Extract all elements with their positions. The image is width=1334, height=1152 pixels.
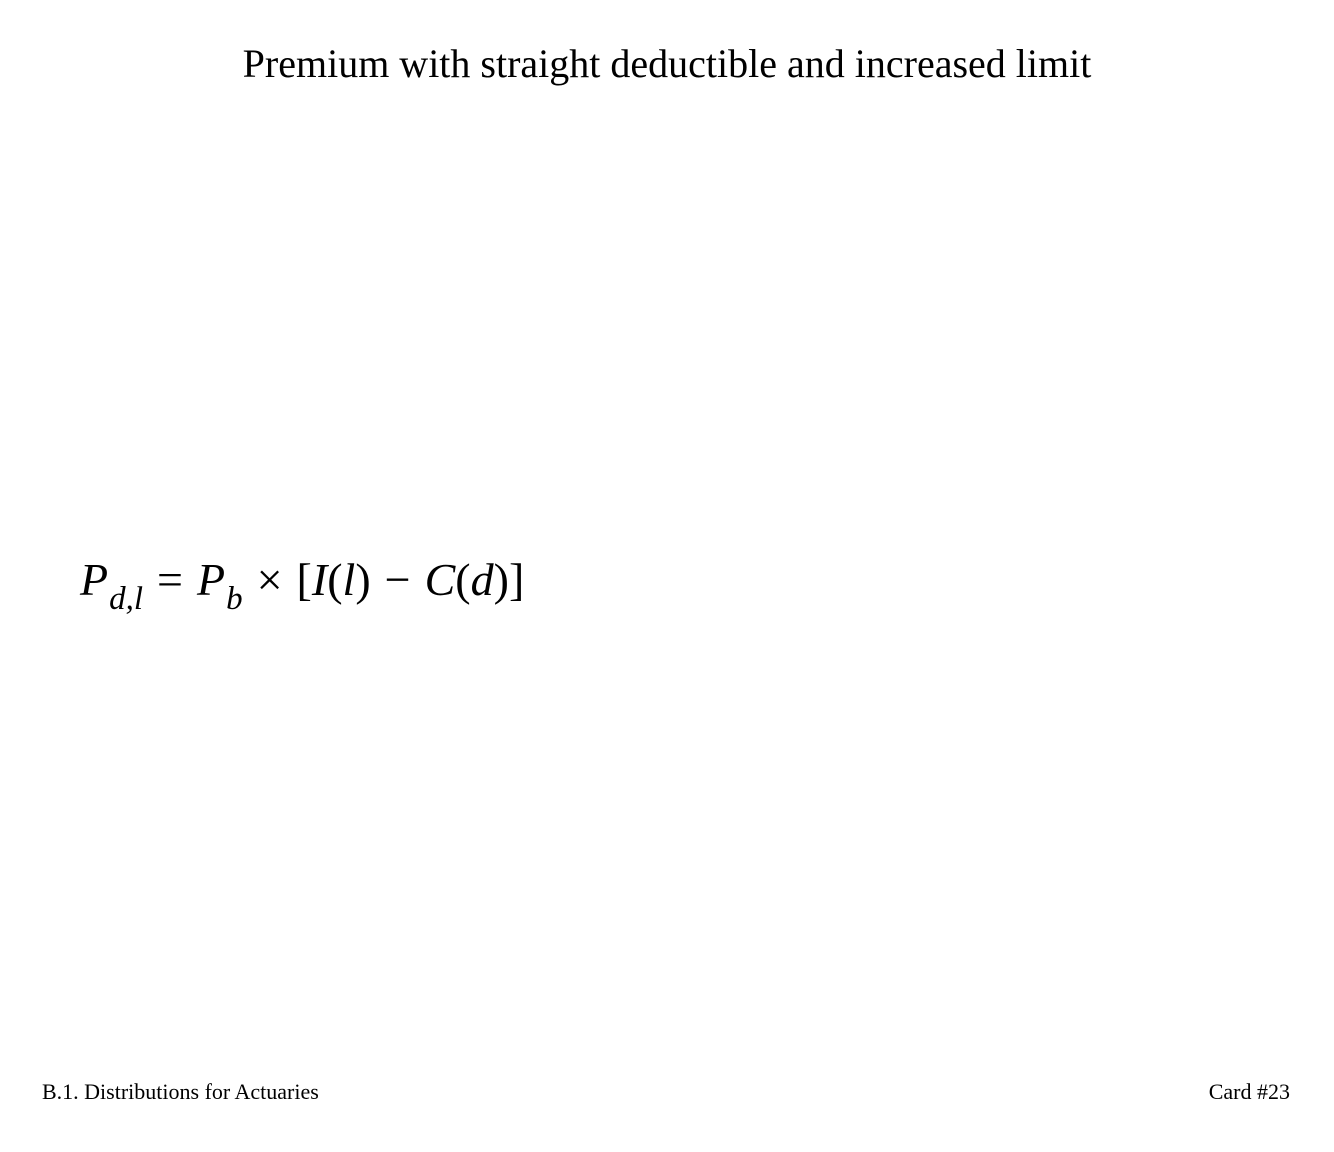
formula-rhs-subscript: b bbox=[226, 581, 243, 617]
card-title: Premium with straight deductible and increased limit bbox=[242, 41, 1092, 86]
premium-formula: $P_{d,l} = P_b \times [I(l) - C(d)]$ bbox=[80, 554, 525, 617]
formula-rhs-symbol: P bbox=[196, 554, 226, 605]
formula-term1-func: I bbox=[311, 554, 328, 605]
formula-term1-arg: l bbox=[342, 554, 356, 605]
formula-equals: = bbox=[157, 554, 183, 605]
formula-term2-func: C bbox=[424, 554, 456, 605]
formula-term2-arg: d bbox=[470, 554, 494, 605]
formula-minus: − bbox=[384, 554, 411, 605]
formula-open-bracket: [ bbox=[296, 554, 312, 605]
footer-card-number: Card #23 bbox=[1208, 1079, 1290, 1104]
formula-times: × bbox=[256, 554, 283, 605]
formula-lhs-symbol: P bbox=[80, 554, 109, 605]
formula-close-bracket: ] bbox=[508, 554, 525, 605]
formula-lhs-subscript: d,l bbox=[109, 581, 144, 617]
footer-section: B.1. Distributions for Actuaries bbox=[42, 1079, 319, 1104]
